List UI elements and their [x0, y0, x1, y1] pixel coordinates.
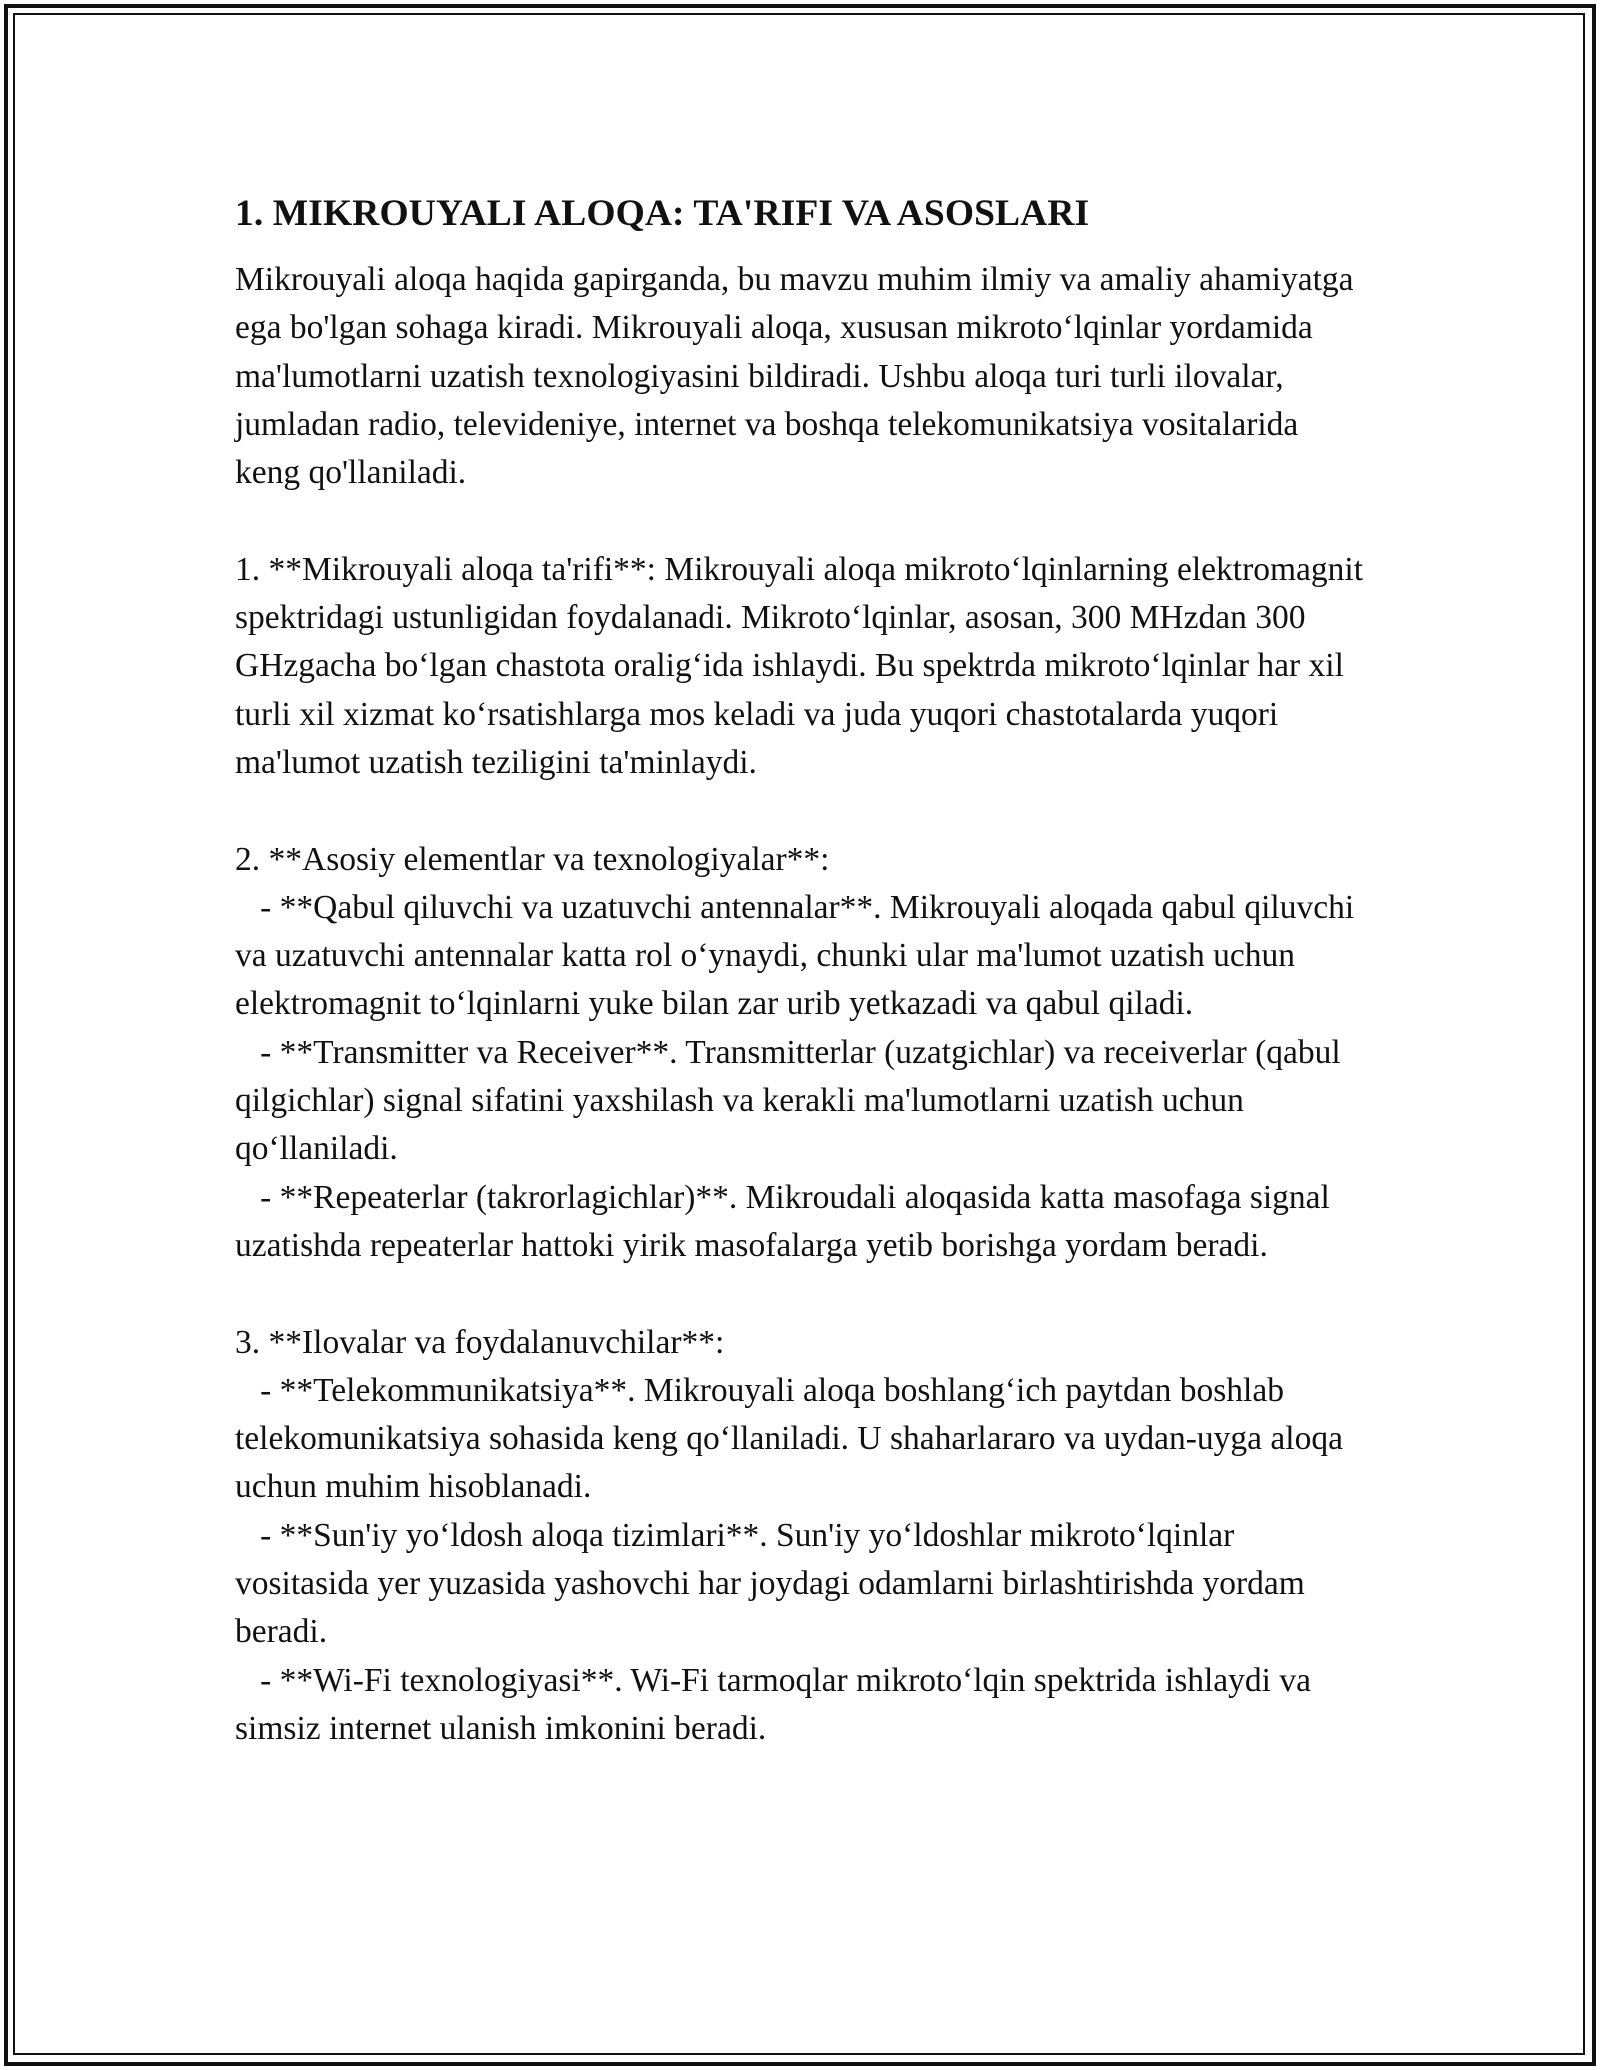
section-2-item-text: - **Transmitter va Receiver**. Transmitterlar (uzatgichlar) va receiverlar (qabul qilgichlar) signal sifatini yaxshilash va kerakli ma'lumotlarni uzatish uchun qo‘llaniladi. — [235, 1033, 1341, 1168]
section-2-heading: 2. **Asosiy elementlar va texnologiyalar**: — [235, 840, 830, 878]
section-2-item — [235, 1174, 1365, 1271]
section-3-item — [235, 1367, 1365, 1512]
section-1-paragraph: 1. **Mikrouyali aloqa ta'rifi**: Mikrouyali aloqa mikroto‘lqinlarning elektromagnit spektridagi ustunligidan foydalanadi. Mikroto‘lqinlar, asosan, 300 MHzdan 300 GHzgacha bo‘lgan chastota oralig‘ida ishlaydi. Bu spektrda mikroto‘lqinlar har xil turli xil xizmat ko‘rsatishlarga mos keladi va juda yuqori chastotalarda yuqori ma'lumot uzatish teziligini ta'minlaydi. — [235, 550, 1364, 781]
section-3-heading: 3. **Ilovalar va foydalanuvchilar**: — [235, 1323, 725, 1361]
spacer — [235, 497, 1365, 545]
document-body — [235, 188, 1365, 1753]
section-2-item — [235, 884, 1365, 1029]
section-3-item — [235, 1512, 1365, 1657]
section-2-item — [235, 1029, 1365, 1174]
section-3-item — [235, 1657, 1365, 1754]
section-3-item-text: - **Sun'iy yo‘ldosh aloqa tizimlari**. Sun'iy yo‘ldoshlar mikroto‘lqinlar vositasida yer yuzasida yashovchi har joydagi odamlarni birlashtirishda yordam beradi. — [235, 1516, 1305, 1651]
document-title: 1. MIKROUYALI ALOQA: TA'RIFI VA ASOSLARI — [235, 193, 1090, 234]
section-2-item-text: - **Qabul qiluvchi va uzatuvchi antennalar**. Mikrouyali aloqada qabul qiluvchi va uzatuvchi antennalar katta rol o‘ynaydi, chunki ular ma'lumot uzatish uchun elektromagnit to‘lqinlarni yuke bilan zar urib yetkazadi va qabul qiladi. — [235, 888, 1355, 1023]
intro-paragraph: Mikrouyali aloqa haqida gapirganda, bu mavzu muhim ilmiy va amaliy ahamiyatga ega bo'lgan sohaga kiradi. Mikrouyali aloqa, xususan mikroto‘lqinlar yordamida ma'lumotlarni uzatish texnologiyasini bildiradi. Ushbu aloqa turi turli ilovalar, jumladan radio, televideniye, internet va boshqa telekomunikatsiya vositalarida keng qo'llaniladi. — [235, 261, 1354, 492]
section-3-item-text: - **Telekommunikatsiya**. Mikrouyali aloqa boshlang‘ich paytdan boshlab telekomunikatsiya sohasida keng qo‘llaniladi. U shaharlararo va uydan-uyga aloqa uchun muhim hisoblanadi. — [235, 1371, 1343, 1506]
spacer — [235, 787, 1365, 835]
section-2-item-text: - **Repeaterlar (takrorlagichlar)**. Mikroudali aloqasida katta masofaga signal uzatishda repeaterlar hattoki yirik masofalarga yetib borishga yordam beradi. — [235, 1178, 1330, 1264]
spacer — [235, 1270, 1365, 1318]
section-3-item-text: - **Wi-Fi texnologiyasi**. Wi-Fi tarmoqlar mikroto‘lqin spektrida ishlaydi va simsiz internet ulanish imkonini beradi. — [235, 1661, 1311, 1747]
